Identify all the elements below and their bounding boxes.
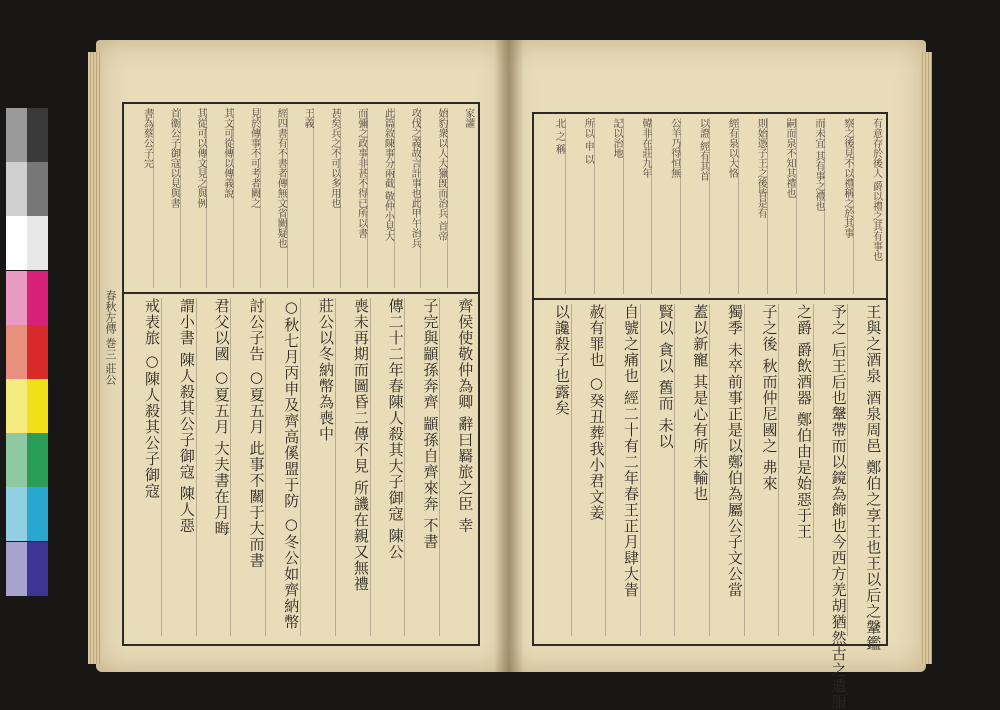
text-column: 始豹衆以人大獵旣而治兵 首帝 bbox=[435, 108, 447, 242]
text-column: 此篇敘陳事分兩截 敬仲小見大 bbox=[382, 108, 394, 242]
column-rule bbox=[738, 118, 739, 294]
text-column: 自號之痛也 經二十有二年春王正月肆大眚 bbox=[622, 304, 641, 598]
color-swatch bbox=[27, 325, 48, 379]
text-column: 家讙 bbox=[462, 108, 474, 128]
text-column: 而未宜 其有事之禮也 bbox=[812, 118, 824, 212]
text-column: 子完與顓孫奔齊 顓孫自齊來奔 不書 bbox=[421, 298, 440, 550]
color-swatch bbox=[6, 379, 27, 433]
column-rule bbox=[680, 118, 681, 294]
text-column: 公羊乃得恒無 bbox=[668, 118, 680, 178]
text-column: 王義 bbox=[302, 108, 314, 128]
text-column: 子之後 秋而仲尼國之 弗來 bbox=[760, 304, 779, 492]
column-rule bbox=[853, 118, 854, 294]
color-swatch bbox=[27, 379, 48, 433]
text-column: 君父以國 ○夏五月 大夫書在月晦 bbox=[212, 298, 231, 537]
column-rule bbox=[447, 108, 448, 288]
text-column: 戒表旅 ○陳人殺其公子御寇 bbox=[143, 298, 162, 499]
book-gutter bbox=[494, 40, 524, 672]
column-rule bbox=[709, 118, 710, 294]
column-rule bbox=[824, 118, 825, 294]
right-page-divider bbox=[532, 298, 886, 300]
column-rule bbox=[300, 298, 301, 636]
left-page bbox=[96, 40, 508, 672]
column-rule bbox=[265, 298, 266, 636]
text-column: 喪未再期而圖昏二傳不見 所譏在親又無禮 bbox=[351, 298, 370, 592]
page-edge-right bbox=[920, 52, 932, 664]
text-column: 察之後見不以禮稱之於其事 bbox=[841, 118, 853, 238]
column-rule bbox=[605, 304, 606, 636]
column-rule bbox=[709, 304, 710, 636]
text-column: 莊公以冬納幣為喪中 bbox=[317, 298, 336, 442]
left-page-divider bbox=[122, 292, 478, 294]
column-rule bbox=[260, 108, 261, 288]
text-column: 見於傳事不可考者闕之 bbox=[248, 108, 260, 208]
color-swatch bbox=[27, 108, 48, 162]
text-column: 其從可以傳文見之與例 bbox=[194, 108, 206, 208]
color-swatch bbox=[6, 487, 27, 541]
color-swatch bbox=[6, 108, 27, 162]
column-rule bbox=[796, 118, 797, 294]
color-swatch bbox=[27, 271, 48, 325]
color-swatch bbox=[6, 271, 27, 325]
text-column: 有意存於後人 爵以禮之其有事也 bbox=[870, 118, 882, 262]
column-rule bbox=[233, 108, 234, 288]
open-book bbox=[96, 40, 926, 710]
text-column: 齊侯使敬仲為卿 辭曰羇旅之臣 幸 bbox=[456, 298, 475, 534]
text-column: ○秋七月丙申及齊高傒盟于防 ○冬公如齊納幣 bbox=[282, 298, 301, 630]
column-rule bbox=[394, 108, 395, 288]
text-column: 予之 后王后也鞶帶而以鏡為飾也今西方羌胡猶然古之遺服 bbox=[829, 304, 848, 710]
text-column: 經有泉以大恪 bbox=[726, 118, 738, 178]
color-swatch bbox=[6, 325, 27, 379]
column-rule bbox=[651, 118, 652, 294]
color-swatch bbox=[27, 433, 48, 487]
text-column: 賢以 貪以 舊而 未以 bbox=[656, 304, 675, 450]
text-column: 則始憑子王之後皆是有 bbox=[755, 118, 767, 218]
text-column: 謂小書 陳人殺其公子御寇 陳人惡 bbox=[177, 298, 196, 534]
right-page bbox=[506, 40, 926, 710]
text-column: 書為蔡公子完 bbox=[141, 108, 153, 168]
column-rule bbox=[439, 298, 440, 636]
text-column: 北 之 稱 bbox=[553, 118, 565, 155]
column-rule bbox=[767, 118, 768, 294]
column-rule bbox=[623, 118, 624, 294]
column-rule bbox=[565, 118, 566, 294]
column-rule bbox=[594, 118, 595, 294]
text-column: 以證 經有其首 bbox=[697, 118, 709, 182]
text-column: 嗣而泉不知其禮也 bbox=[784, 118, 796, 198]
column-rule bbox=[778, 304, 779, 636]
color-swatch bbox=[27, 542, 48, 596]
text-column: 傳二十二年春陳人殺其大子御寇 陳公 bbox=[386, 298, 405, 560]
text-column: 獨季 未卒前事正是以鄭伯為屬公子文公當 bbox=[725, 304, 744, 598]
column-rule bbox=[340, 108, 341, 288]
text-column: 王與之酒泉 酒泉周邑 鄭伯之享王也王以后之鞶鑑 bbox=[864, 304, 883, 652]
color-swatch bbox=[27, 216, 48, 270]
column-rule bbox=[287, 108, 288, 288]
column-rule bbox=[180, 108, 181, 288]
color-swatch bbox=[6, 216, 27, 270]
color-swatch bbox=[27, 162, 48, 216]
text-column: 首衞公子御寇以見與書 bbox=[168, 108, 180, 208]
text-column: 其文可從傳以傳義說 bbox=[221, 108, 233, 198]
column-rule bbox=[206, 108, 207, 288]
text-column: 而彌之政事非甚不得已所以書 bbox=[355, 108, 367, 238]
color-swatch bbox=[6, 433, 27, 487]
text-column: 討公子告 ○夏五月 此事不關于大而書 bbox=[247, 298, 266, 569]
text-column: 之爵 爵飲酒器 鄭伯由是始惡于王 bbox=[795, 304, 814, 540]
color-swatch bbox=[6, 542, 27, 596]
text-column: 經四書有不書者傳無文省闕疑也 bbox=[275, 108, 287, 248]
column-rule bbox=[367, 108, 368, 288]
column-rule bbox=[420, 108, 421, 288]
text-column: 赦有罪也 ○癸丑葬我小君文姜 bbox=[587, 304, 606, 521]
column-rule bbox=[153, 108, 154, 288]
text-column: 甚矣兵之不可以多用也 bbox=[328, 108, 340, 208]
text-column: 蓋以新寵 其是心有所未輸也 bbox=[691, 304, 710, 502]
color-swatch bbox=[27, 487, 48, 541]
text-column: 韓非在莊九年 bbox=[639, 118, 651, 178]
column-rule bbox=[313, 108, 314, 288]
color-calibration-chart bbox=[6, 108, 48, 596]
text-column: 記以治地 bbox=[611, 118, 623, 158]
text-column: 所以 申 以 bbox=[582, 118, 594, 165]
margin-label: 春秋左傳 巻三 莊公 bbox=[104, 290, 117, 385]
color-swatch bbox=[6, 162, 27, 216]
text-column: 以讒殺子也露矣 bbox=[552, 304, 571, 416]
text-column: 攻伐之義故言計事也此甲午治兵 bbox=[409, 108, 421, 248]
page-edge bbox=[88, 52, 100, 664]
